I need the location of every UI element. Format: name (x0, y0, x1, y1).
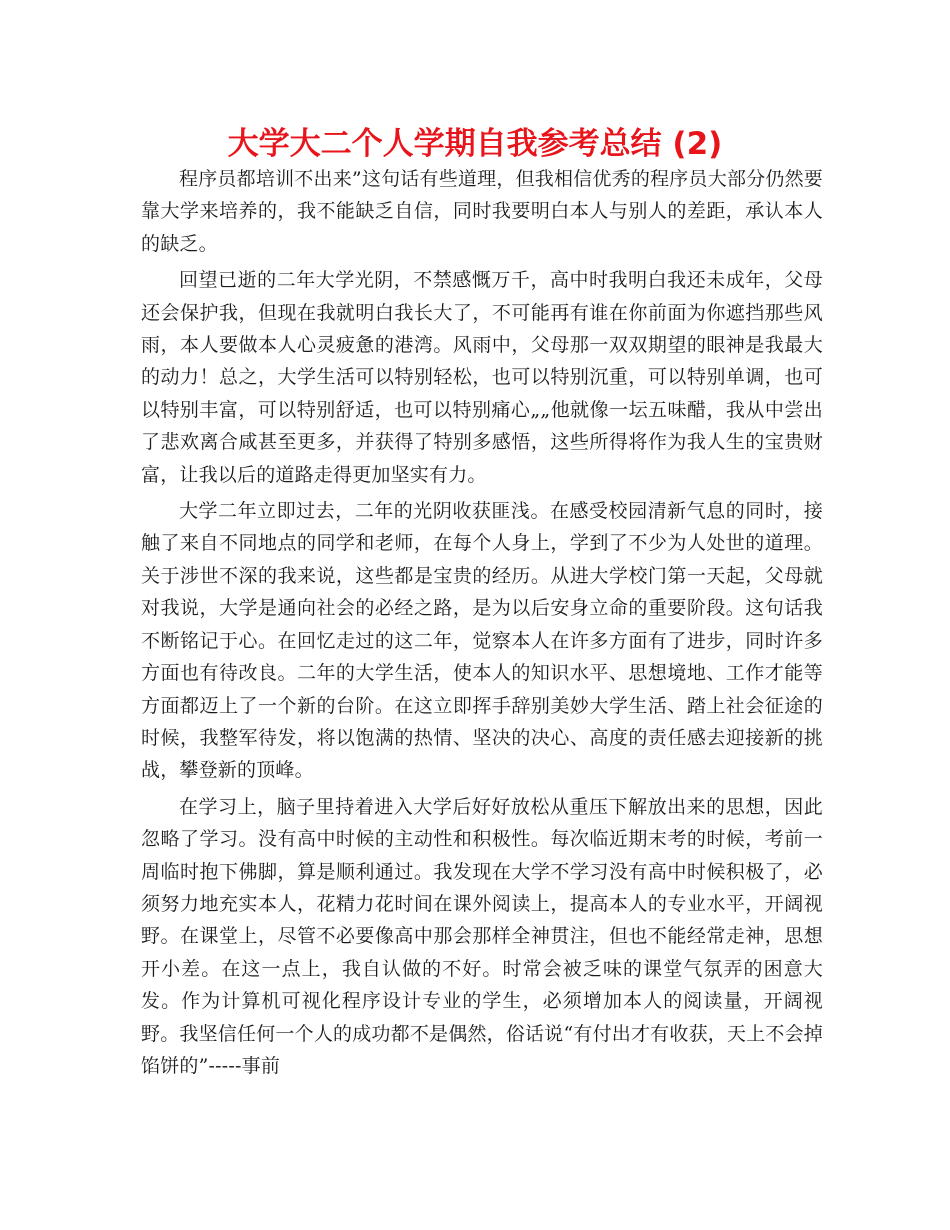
paragraph: 大学二年立即过去，二年的光阴收获匪浅。在感受校园清新气息的同时，接触了来自不同地点的同学和老师，在每个人身上，学到了不少为人处世的道理。关于涉世不深的我来说，这些都是宝贵的经历。从进大学校门第一天起，父母就对我说，大学是通向社会的必经之路，是为以后安身立命的重要阶段。这句话我不断铭记于心。在回忆走过的这二年，觉察本人在许多方面有了进步，同时许多方面也有待改良。二年的大学生活，使本人的知识水平、思想境地、工作才能等方面都迈上了一个新的台阶。在这立即挥手辞别美妙大学生活、踏上社会征途的时候，我整军待发，将以饱满的热情、坚决的决心、高度的责任感去迎接新的挑战，攀登新的顶峰。 (141, 500, 823, 782)
document-body (141, 163, 823, 1086)
paragraph: 回望已逝的二年大学光阴，不禁感慨万千，高中时我明白我还未成年，父母还会保护我，但现在我就明白我长大了，不可能再有谁在你前面为你遮挡那些风雨，本人要做本人心灵疲惫的港湾。风雨中，父母那一双双期望的眼神是我最大的动力！总之，大学生活可以特别轻松，也可以特别沉重，可以特别单调，也可以特别丰富，可以特别舒适，也可以特别痛心„„他就像一坛五味醋，我从中尝出了悲欢离合咸甚至更多，并获得了特别多感悟，这些所得将作为我人生的宝贵财富，让我以后的道路走得更加坚实有力。 (141, 269, 823, 486)
paragraph: 程序员都培训不出来”这句话有些道理，但我相信优秀的程序员大部分仍然要靠大学来培养的，我不能缺乏自信，同时我要明白本人与别人的差距，承认本人的缺乏。 (141, 168, 823, 255)
document-title: 大学大二个人学期自我参考总结 (2) (227, 126, 723, 162)
paragraph: 在学习上，脑子里持着进入大学后好好放松从重压下解放出来的思想，因此忽略了学习。没有高中时候的主动性和积极性。每次临近期末考的时候，考前一周临时抱下佛脚，算是顺利通过。我发现在大学不学习没有高中时候积极了，必须努力地充实本人，花精力花时间在课外阅读上，提高本人的专业水平，开阔视野。在课堂上，尽管不必要像高中那会那样全神贯注，但也不能经常走神，思想开小差。在这一点上，我自认做的不好。时常会被乏味的课堂气氛弄的困意大发。作为计算机可视化程序设计专业的学生，必须增加本人的阅读量，开阔视野。我坚信任何一个人的成功都不是偶然，俗话说“有付出才有收获，天上不会掉馅饼的”-----事前 (141, 795, 823, 1077)
